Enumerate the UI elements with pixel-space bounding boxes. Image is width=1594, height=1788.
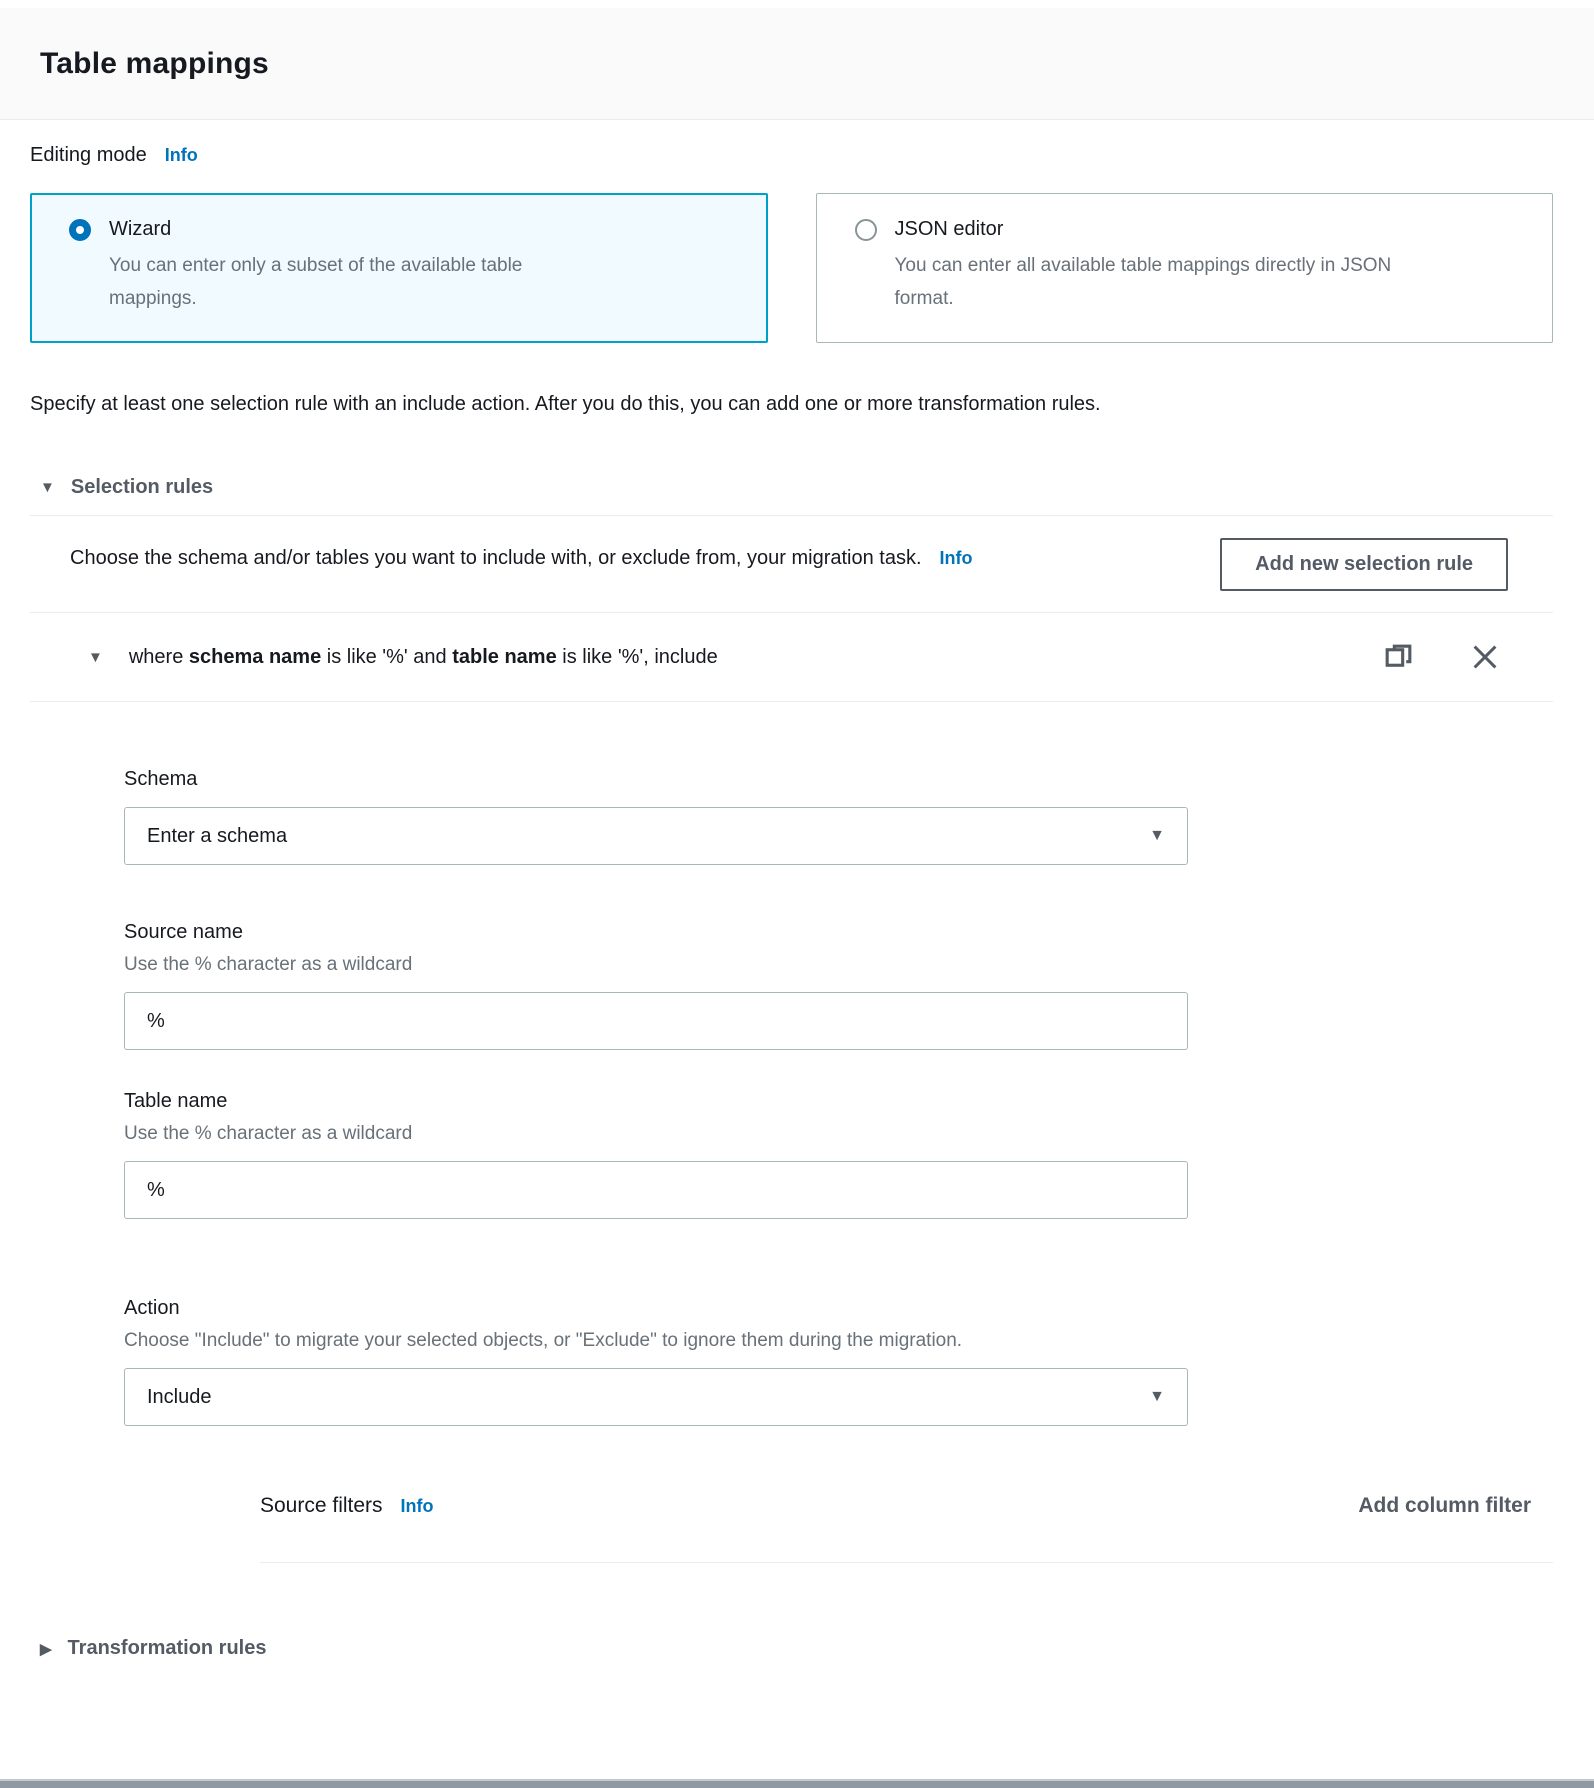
tile-json-editor-top [855, 218, 1533, 241]
selection-rules-title: Selection rules [70, 476, 214, 498]
source-name-hint: Use the % character as a wildcard [124, 954, 413, 975]
source-name-label: Source name [124, 921, 243, 943]
intro-text: Specify at least one selection rule with an include action. After you do this, you can add one or more transformation rules. [30, 393, 1101, 415]
rule-chevron-down-icon[interactable]: ▼ [88, 648, 103, 666]
page-title: Table mappings [40, 46, 269, 80]
editing-mode-tiles [30, 193, 1553, 343]
close-icon [1470, 660, 1500, 675]
rule-summary: where schema name is like '%' and table name is like '%', include [128, 645, 718, 668]
selection-rules-header[interactable] [30, 476, 1553, 499]
duplicate-rule-button[interactable] [1383, 642, 1414, 673]
tile-wizard[interactable] [30, 193, 768, 343]
remove-rule-button[interactable] [1470, 642, 1500, 672]
action-select-value: Include [147, 1385, 212, 1408]
editing-mode-info-link[interactable]: Info [164, 145, 198, 165]
transformation-rules-title: Transformation rules [67, 1637, 267, 1659]
table-name-value: % [147, 1178, 165, 1201]
selection-rules-info-link[interactable]: Info [939, 548, 973, 568]
add-new-selection-rule-button[interactable]: Add new selection rule [1220, 538, 1508, 591]
editing-mode-row [30, 144, 1553, 167]
json-editor-description: You can enter all available table mappings directly in JSON format. [894, 255, 1392, 309]
json-editor-title: JSON editor [894, 218, 1004, 240]
source-filters-label: Source filters [260, 1494, 383, 1517]
table-name-label: Table name [124, 1090, 228, 1112]
source-name-input[interactable] [124, 992, 1188, 1050]
dropdown-arrow-icon: ▼ [1149, 1388, 1165, 1405]
dropdown-arrow-icon: ▼ [1149, 827, 1165, 844]
copy-icon [1383, 661, 1414, 676]
table-name-input[interactable] [124, 1161, 1188, 1219]
table-mappings-panel [0, 144, 1594, 1660]
selection-rule-form [124, 768, 1188, 1426]
source-filters-info-link[interactable]: Info [400, 1496, 434, 1516]
editing-mode-label: Editing mode [30, 144, 147, 166]
schema-select-value: Enter a schema [147, 824, 288, 847]
selection-rules-intro-row [30, 516, 1553, 576]
bottom-scroll-strip [0, 1779, 1594, 1788]
tile-wizard-top [69, 218, 747, 241]
divider [260, 1562, 1553, 1563]
table-name-hint: Use the % character as a wildcard [124, 1123, 413, 1144]
selection-rule-row [30, 612, 1553, 702]
wizard-radio[interactable] [69, 219, 91, 241]
chevron-down-icon: ▼ [40, 479, 55, 496]
wizard-description: You can enter only a subset of the available table mappings. [109, 255, 523, 309]
action-label: Action [124, 1297, 180, 1319]
transformation-rules-header[interactable] [30, 1637, 1553, 1660]
action-select[interactable] [124, 1368, 1188, 1426]
chevron-right-icon: ▶ [40, 1640, 52, 1658]
json-editor-radio[interactable] [855, 219, 877, 241]
action-hint: Choose "Include" to migrate your selected objects, or "Exclude" to ignore them during the migration. [124, 1330, 963, 1351]
wizard-title: Wizard [109, 218, 172, 240]
schema-select[interactable] [124, 807, 1188, 865]
source-name-value: % [147, 1009, 165, 1032]
panel-header [0, 8, 1594, 120]
selection-rules-description: Choose the schema and/or tables you want to include with, or exclude from, your migration task. Info [70, 547, 973, 569]
add-column-filter-button[interactable]: Add column filter [1358, 1494, 1531, 1517]
tile-json-editor[interactable] [816, 193, 1554, 343]
source-filters-row [260, 1494, 1553, 1518]
schema-label: Schema [124, 768, 198, 790]
